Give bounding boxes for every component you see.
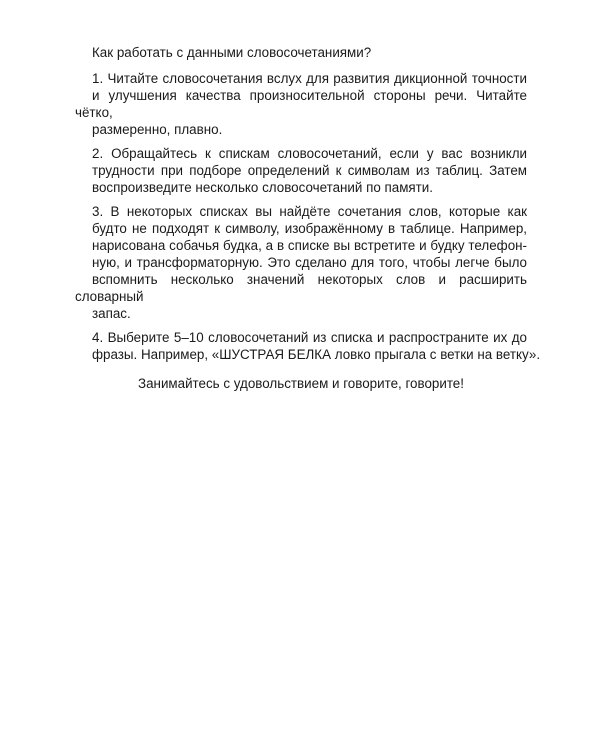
paragraph-line: запас. [92,306,131,321]
paragraph-line: будто не подходят к символу, изображённому в таблице. Например, [92,221,527,236]
paragraph-line: вспомнить несколько значений некоторых слов и расширить словарный [75,272,527,304]
paragraph-line: воспроизведите несколько словосочетаний по памяти. [92,180,434,195]
paragraph-line: фразы. Например, «ШУСТРАЯ БЕЛКА ловко прыгала с ветки на ветку». [92,347,541,362]
document-page [75,44,541,405]
paragraph-line: нарисована собачья будка, а в списке вы встретите и будку телефон- [92,238,527,253]
paragraph-line: ную, и трансформаторную. Это сделано для того, чтобы легче было [92,255,527,270]
paragraph-line: 4. Выберите 5–10 словосочетаний из списка и распространите их до [92,330,527,345]
paragraph-line: и улучшения качества произносительной стороны речи. Читайте чётко, [75,88,527,120]
paragraph-line: 3. В некоторых списках вы найдёте сочетания слов, которые как [92,204,527,219]
instruction-paragraph-3 [75,203,527,322]
paragraph-line: трудности при подборе определений к символам из таблиц. Затем [92,163,527,178]
document-heading: Как работать с данными словосочетаниями? [92,45,372,60]
instruction-paragraph-1 [75,70,527,138]
paragraph-line: 2. Обращайтесь к спискам словосочетаний, если у вас возникли [92,146,527,161]
paragraph-line: размеренно, плавно. [92,122,223,137]
paragraph-line: 1. Читайте словосочетания вслух для развития дикционной точности [92,71,527,86]
instruction-paragraph-2 [75,145,527,196]
closing-line: Занимайтесь с удовольствием и говорите, говорите! [138,376,464,391]
instruction-paragraph-4 [75,329,541,363]
